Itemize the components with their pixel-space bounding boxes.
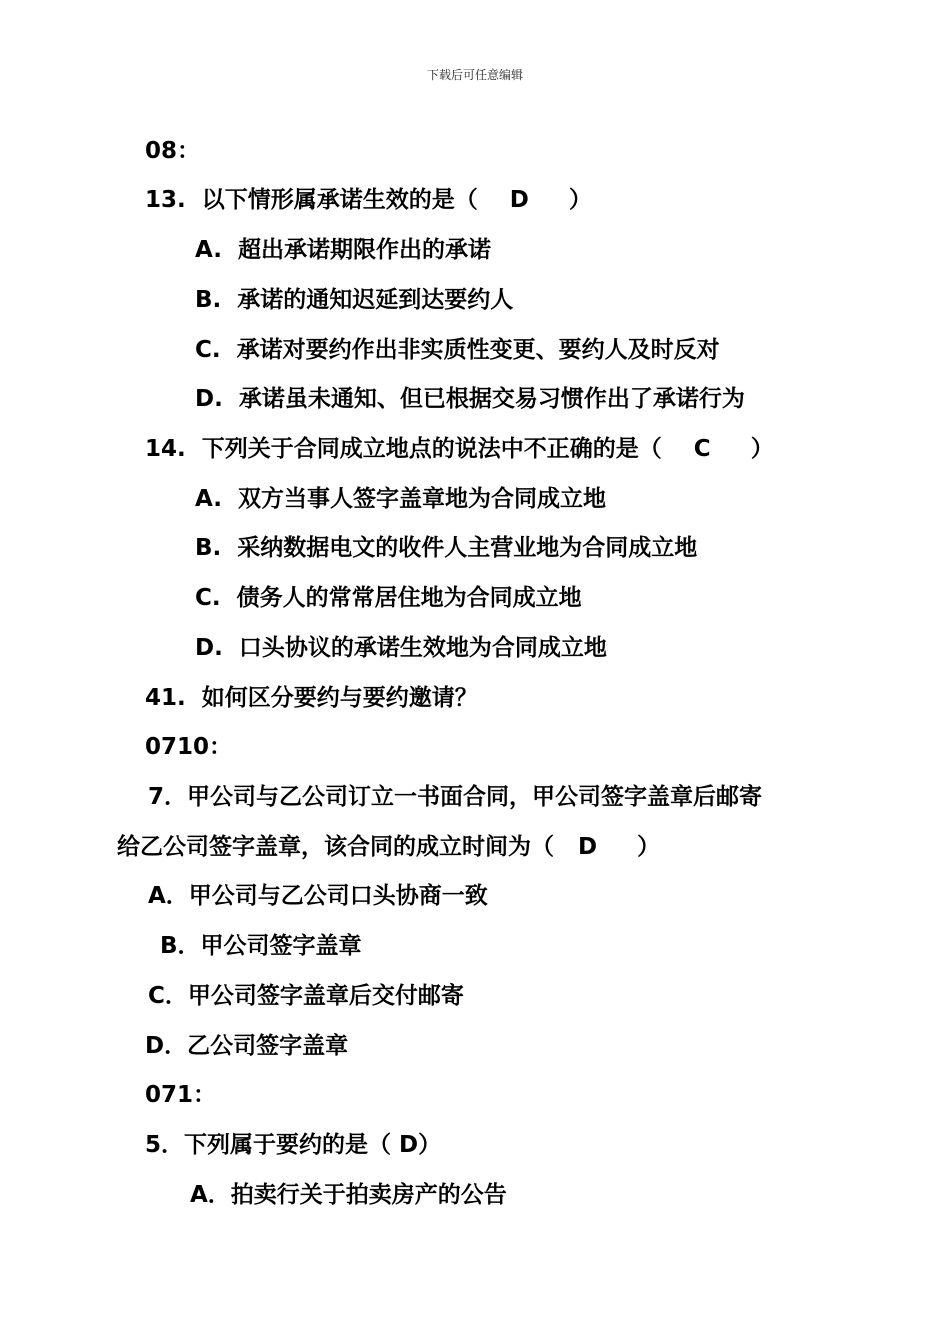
question-5: 5．下列属于要约的是（ D） <box>145 1132 442 1158</box>
question-5-option-a: A．拍卖行关于拍卖房产的公告 <box>190 1182 507 1208</box>
question-14-option-a: A. 双方当事人签字盖章地为合同成立地 <box>195 486 606 512</box>
question-7-option-d: D．乙公司签字盖章 <box>145 1033 349 1059</box>
question-13-option-d: D. 承诺虽未通知、但已根据交易习惯作出了承诺行为 <box>195 386 745 412</box>
question-7-line-2: 给乙公司签字盖章，该合同的成立时间为（ D ） <box>117 834 661 860</box>
section-label-0710: 0710： <box>145 734 233 760</box>
question-13: 13. 以下情形属承诺生效的是（ D ） <box>145 187 592 213</box>
question-41: 41. 如何区分要约与要约邀请？ <box>145 685 478 711</box>
section-label-08: 08： <box>145 138 201 164</box>
question-13-option-c: C. 承诺对要约作出非实质性变更、要约人及时反对 <box>195 337 720 363</box>
question-13-option-a: A. 超出承诺期限作出的承诺 <box>195 237 491 263</box>
question-14-option-d: D. 口头协议的承诺生效地为合同成立地 <box>195 635 607 661</box>
section-label-071: 071： <box>145 1082 217 1108</box>
question-7-option-c: C．甲公司签字盖章后交付邮寄 <box>148 983 464 1009</box>
question-14-option-c: C. 债务人的常常居住地为合同成立地 <box>195 585 582 611</box>
question-7-line-1: 7．甲公司与乙公司订立一书面合同，甲公司签字盖章后邮寄 <box>148 784 763 810</box>
page-header: 下载后可任意编辑 <box>426 68 523 82</box>
question-14: 14. 下列关于合同成立地点的说法中不正确的是（ C ） <box>145 436 774 462</box>
question-14-option-b: B. 采纳数据电文的收件人主营业地为合同成立地 <box>195 535 698 561</box>
question-13-option-b: B. 承诺的通知迟延到达要约人 <box>195 287 514 313</box>
question-7-option-b: B．甲公司签字盖章 <box>160 933 362 959</box>
question-7-option-a: A．甲公司与乙公司口头协商一致 <box>148 883 488 909</box>
